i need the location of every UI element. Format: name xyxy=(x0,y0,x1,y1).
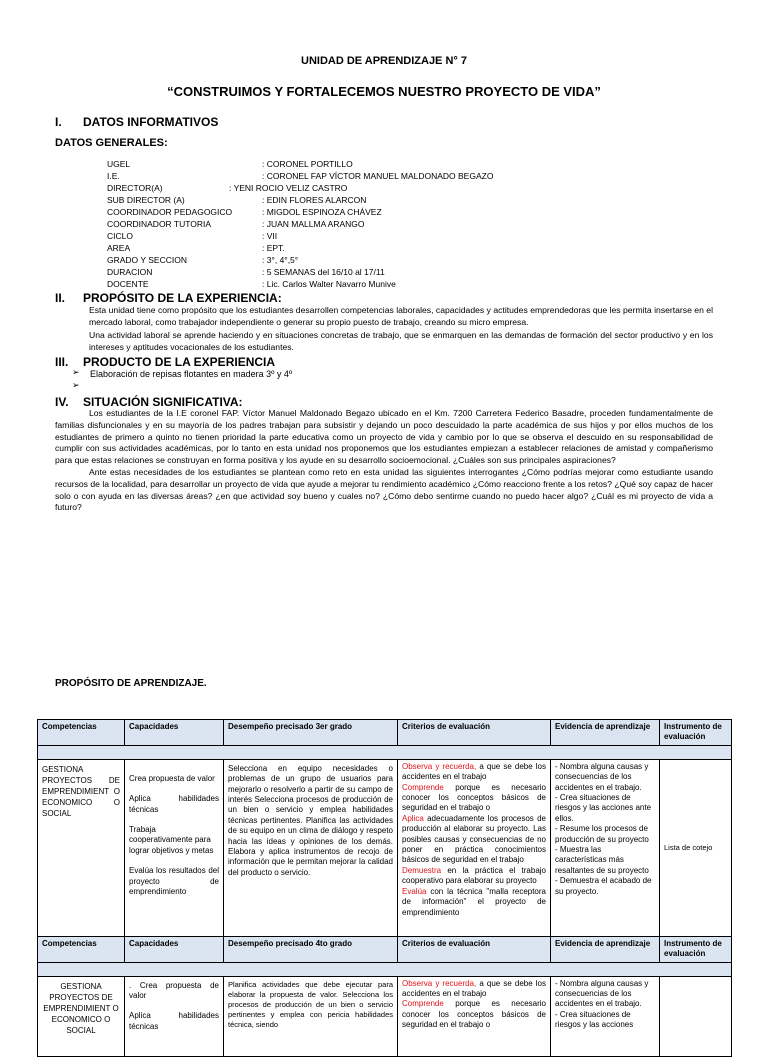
section-title: SITUACIÓN SIGNIFICATIVA: xyxy=(83,395,243,409)
table-spacer-row xyxy=(38,962,732,976)
criterio-item xyxy=(402,866,546,887)
datos-label: AREA xyxy=(107,243,131,253)
criterio-verb: Comprende xyxy=(402,999,444,1009)
evidencia-cell xyxy=(551,759,660,936)
datos-value: : EPT. xyxy=(262,243,285,253)
evidencia-item: - Crea situaciones de riesgos y las acciones ante ellos. xyxy=(555,793,652,823)
datos-value: : 5 SEMANAS del 16/10 al 17/11 xyxy=(262,267,385,277)
criterios-cell xyxy=(398,759,551,936)
datos-label: COORDINADOR TUTORIA xyxy=(107,219,212,229)
criterio-verb: Comprende xyxy=(402,782,444,792)
situacion-paragraph-1: Los estudiantes de la I.E coronel FAP. Víctor Manuel Maldonado Begazo ubicado en el Km. 7200 Carretera Federico Basadre, proceden fundamentalmente de familias disfuncionales y en su mayoría de los padres trabajan para subsistir y dejando un poco descuidado la parte académica de sus hijos y por ellos muchos de los estudiantes de primero a quinto no tienen prioridad la parte educativa como un proyecto de vida y cambio por lo que se observa el descuido en su responsabilidad de cumplir con sus actividades académicas, por lo tanto en esta unidad nos proponemos que los estudiantes empiezan a establecer relaciones de amistad y compañerismo para que estas relaciones se construyan en forma positiva y los ayude en su desarrollo socioemocional. ¿Cuáles son sus principales aspiraciones? xyxy=(55,408,713,466)
section-number: II. xyxy=(55,291,66,305)
datos-label: GRADO Y SECCION xyxy=(107,255,187,265)
instrumento-text: Lista de cotejo xyxy=(664,842,713,852)
datos-label: UGEL xyxy=(107,159,131,169)
criterios-cell xyxy=(398,976,551,1056)
evidencia-item: - Crea situaciones de riesgos y las acciones xyxy=(555,1009,634,1030)
header-instrumento: Instrumento de evaluación xyxy=(660,936,732,962)
section-number: III. xyxy=(55,355,69,369)
table-spacer-row xyxy=(38,745,732,759)
section-number: IV. xyxy=(55,395,69,409)
criterio-text: a que se debe los accidentes en el trabajo xyxy=(402,761,546,782)
desempeno-cell xyxy=(224,976,398,1056)
datos-value: : MIGDOL ESPINOZA CHÁVEZ xyxy=(262,207,382,217)
section-datos-informativos xyxy=(55,115,218,129)
datos-label: CICLO xyxy=(107,231,133,241)
capacidad-item: Aplica habilidades técnicas xyxy=(129,794,219,814)
datos-label: SUB DIRECTOR (A) xyxy=(107,195,185,205)
table-row xyxy=(38,976,732,1056)
instrumento-cell xyxy=(660,759,732,936)
criterio-item xyxy=(402,814,546,866)
criterio-verb: Evalúa xyxy=(402,886,427,896)
section-situacion xyxy=(55,395,243,409)
criterio-text: porque es necesario conocer los conceptos básicos de seguridad en el trabajo o xyxy=(402,999,546,1030)
unit-title: UNIDAD DE APRENDIZAJE N° 7 xyxy=(301,55,467,67)
header-capacidades: Capacidades xyxy=(125,720,224,746)
criterio-item xyxy=(402,979,546,1000)
evidencia-cell xyxy=(551,976,660,1056)
datos-value: : YENI ROCIO VELIZ CASTRO xyxy=(229,183,348,193)
header-capacidades: Capacidades xyxy=(125,936,224,962)
datos-value: : VII xyxy=(262,231,278,241)
criterio-text: con la técnica "malla receptora de información" el proyecto de emprendimiento xyxy=(402,886,546,917)
datos-label: I.E. xyxy=(107,171,120,181)
capacidad-item: Crea propuesta de valor xyxy=(129,773,215,783)
proposito-text-2: Una actividad laboral se aprende haciendo y en situaciones concretas de trabajo, que se enmarquen en las demandas de formación del sector productivo y en los intereses y aptitudes vocacionales de los estudiantes. xyxy=(89,330,713,352)
criterio-verb: Demuestra xyxy=(402,865,442,875)
section-title: DATOS INFORMATIVOS xyxy=(83,115,219,129)
table-row xyxy=(38,759,732,936)
section-producto xyxy=(55,355,275,369)
capacidades-cell xyxy=(125,976,224,1056)
header-evidencia: Evidencia de aprendizaje xyxy=(551,936,660,962)
desempeno-cell xyxy=(224,759,398,936)
competencias-table xyxy=(37,719,732,1057)
unit-name: “CONSTRUIMOS Y FORTALECEMOS NUESTRO PROYECTO DE VIDA” xyxy=(167,84,601,99)
criterio-verb: Observa y recuerda, xyxy=(402,978,477,988)
capacidad-item: Aplica habilidades técnicas xyxy=(129,1011,219,1031)
situacion-paragraph-2: Ante estas necesidades de los estudiantes se plantean como reto en esta unidad las siguientes interrogantes ¿Cómo podrías mejorar como estudiante usando recursos de la localidad, para desarrollar un proyecto de vida que ayude a mejorar tu rendimiento académico ¿Cómo reacciono frente a los retos? ¿Qué soy capaz de hacer solo o con ayuda en las diversas áreas? ¿en que actividad soy bueno y cuales no? ¿Cómo debo sentirme cuando no puedo hacer algo? ¿Cuál es mi proyecto de vida a futuro? xyxy=(55,467,713,513)
capacidad-item: Evalúa los resultados del proyecto de emprendimiento xyxy=(129,866,219,897)
evidencia-item: - Muestra las características más resaltantes de su proyecto xyxy=(555,845,649,875)
header-criterios: Criterios de evaluación xyxy=(398,936,551,962)
criterio-verb: Aplica xyxy=(402,813,424,823)
desempeno-text: Planifica actividades que debe ejecutar para elaborar la propuesta de valor. Selecciona los procesos de producción de un bien o servicio pertinentes y emplea con pericia habilidades técnica, siendo xyxy=(228,979,393,1029)
datos-value: : JUAN MALLMA ARANGO xyxy=(262,219,365,229)
criterio-item xyxy=(402,999,546,1030)
evidencia-item: - Nombra alguna causas y consecuencias de los accidentes en el trabajo. xyxy=(555,761,649,792)
datos-value: : CORONEL PORTILLO xyxy=(262,159,353,169)
datos-generales-heading: DATOS GENERALES: xyxy=(55,137,168,149)
bullet-arrow-icon: ➢ xyxy=(72,367,80,377)
criterio-item xyxy=(402,887,546,918)
evidencia-item: - Nombra alguna causas y consecuencias de los accidentes en el trabajo. xyxy=(555,978,649,1009)
section-number: I. xyxy=(55,115,62,129)
table-header-row xyxy=(38,936,732,962)
datos-value: : 3°, 4°,5° xyxy=(262,255,299,265)
capacidad-item: . Crea propuesta de valor xyxy=(129,980,219,1001)
competencia-text: GESTIONA PROYECTOS DE EMPRENDIMIENT O ECONOMICO O SOCIAL xyxy=(43,981,119,1035)
criterio-item xyxy=(402,762,546,783)
desempeno-text: Selecciona en equipo necesidades o problemas de un grupo de usuarios para mejorarlo o resolverlo a partir de su campo de interés Selecciona procesos de producción de un bien o servicio y emplea habilidades técnicas pertinentes. Planifica las actividades de su equipo en un clima de diálogo y respeto hacia las ideas y opiniones de los demás. Elabora y aplica instrumentos de recojo de información que le permitan mejorar la calidad del producto o servicio. xyxy=(228,763,393,877)
datos-label: COORDINADOR PEDAGOGICO xyxy=(107,207,233,217)
section-proposito xyxy=(55,291,282,305)
header-evidencia: Evidencia de aprendizaje xyxy=(551,720,660,746)
section-title: PRODUCTO DE LA EXPERIENCIA xyxy=(83,355,276,369)
table-header-row xyxy=(38,720,732,746)
competencia-cell xyxy=(38,759,125,936)
criterio-text: porque es necesario conocer los conceptos básicos de seguridad en el trabajo o xyxy=(402,782,546,813)
header-instrumento: Instrumento de evaluación xyxy=(660,720,732,746)
instrumento-cell xyxy=(660,976,732,1056)
criterio-text: a que se debe los accidentes en el trabajo xyxy=(402,978,546,999)
header-criterios: Criterios de evaluación xyxy=(398,720,551,746)
proposito-aprendizaje-heading: PROPÓSITO DE APRENDIZAJE. xyxy=(55,678,207,689)
header-desempeno: Desempeño precisado 4to grado xyxy=(224,936,398,962)
datos-value: : EDIN FLORES ALARCON xyxy=(262,195,367,205)
competencia-cell xyxy=(38,976,125,1056)
proposito-text: Esta unidad tiene como propósito que los estudiantes desarrollen competencias laborales, capacidades y actitudes emprendedoras que les permita insertarse en el mercado laboral, como trabajador independiente o generar su propio puesto de trabajo, creando su micro empresa. xyxy=(89,305,713,327)
capacidades-cell xyxy=(125,759,224,936)
section-title: PROPÓSITO DE LA EXPERIENCIA: xyxy=(83,291,282,305)
criterio-text: en la práctica el trabajo cooperativo para elaborar su proyecto xyxy=(402,865,546,886)
header-competencias: Competencias xyxy=(38,936,125,962)
capacidad-item: Trabaja cooperativamente para lograr objetivos y metas xyxy=(129,825,214,855)
header-desempeno: Desempeño precisado 3er grado xyxy=(224,720,398,746)
datos-value: : CORONEL FAP VÍCTOR MANUEL MALDONADO BEGAZO xyxy=(262,171,494,181)
header-competencias: Competencias xyxy=(38,720,125,746)
evidencia-item: - Resume los procesos de producción de su proyecto xyxy=(555,824,649,844)
criterio-text: adecuadamente los procesos de producción al elaborar su proyecto. Las posibles causas y consecuencias de no poner en práctica conocimientos básicos de seguridad en el trabajo xyxy=(402,813,546,865)
competencia-text: GESTIONA PROYECTOS DE EMPRENDIMIENT O ECONOMICO O SOCIAL xyxy=(42,764,120,818)
datos-label: DOCENTE xyxy=(107,279,149,289)
datos-label: DIRECTOR(A) xyxy=(107,183,163,193)
producto-item: Elaboración de repisas flotantes en madera 3º y 4º xyxy=(90,369,293,379)
evidencia-item: - Demuestra el acabado de su proyecto. xyxy=(555,876,652,896)
criterio-verb: Observa y recuerda, xyxy=(402,761,477,771)
datos-value: : Lic. Carlos Walter Navarro Munive xyxy=(262,279,396,289)
datos-label: DURACION xyxy=(107,267,153,277)
bullet-arrow-icon: ➢ xyxy=(72,380,80,390)
criterio-item xyxy=(402,783,546,814)
